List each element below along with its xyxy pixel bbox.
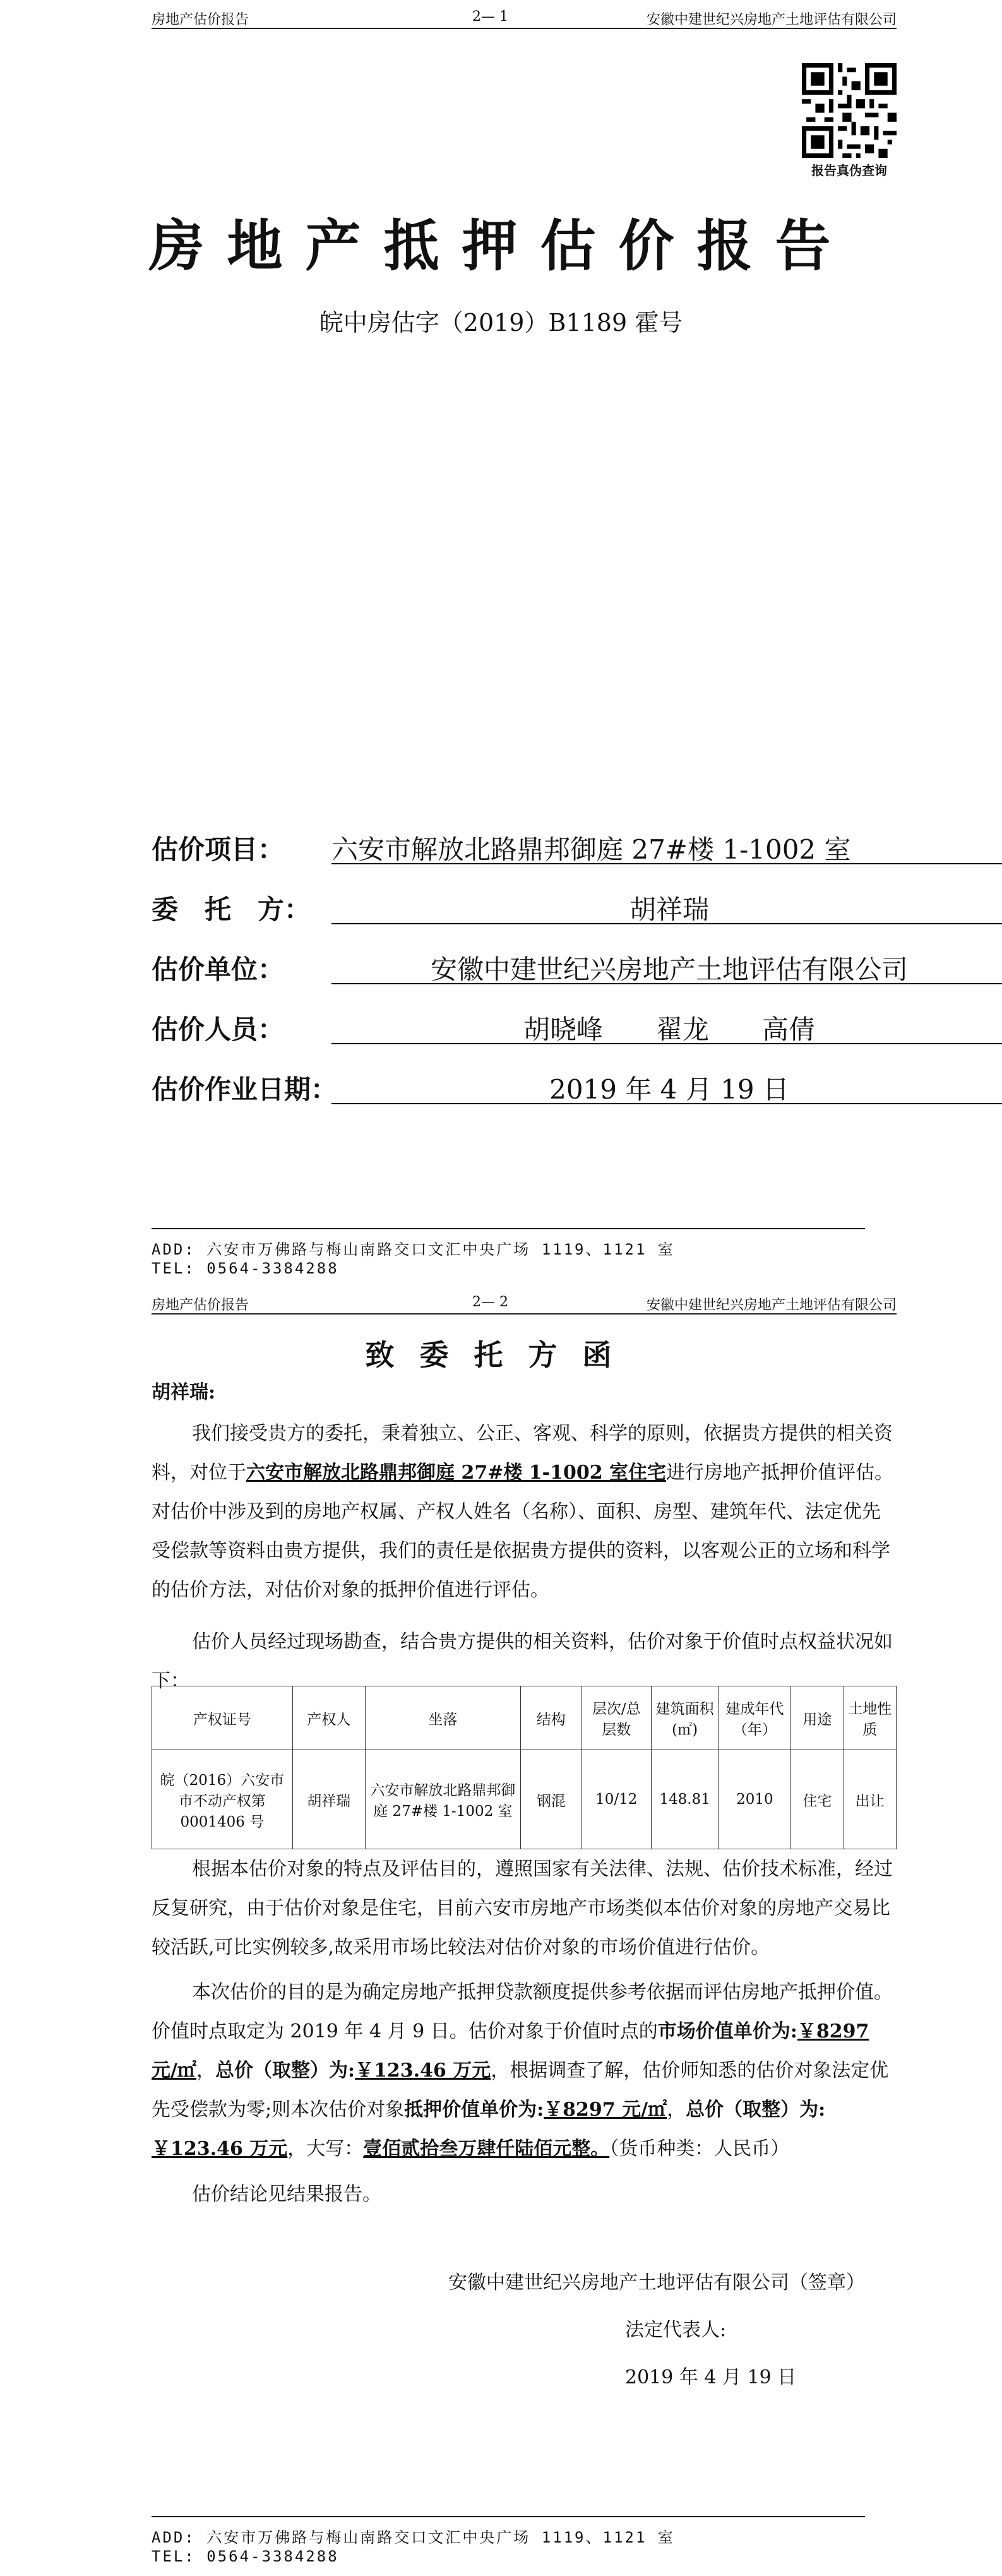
paragraph-5 <box>152 2175 897 2214</box>
footer-divider <box>152 2516 865 2517</box>
header-left: 房地产估价报告 <box>152 12 249 28</box>
amount-in-words: 壹佰贰拾叁万肆仟陆佰元整。 <box>363 2138 610 2160</box>
paragraph-4 <box>152 1973 897 2169</box>
table-header: 产权人 <box>292 1686 365 1750</box>
market-total-price: ￥123.46 万元 <box>355 2060 491 2082</box>
table-cell: 钢混 <box>520 1750 582 1849</box>
table-cell: 皖（2016）六安市市不动产权第0001406 号 <box>152 1750 293 1849</box>
field-value: 胡晓峰 翟龙 高倩 <box>331 1009 1002 1044</box>
header-page-number: 2— 2 <box>472 1294 508 1310</box>
table-row <box>152 1750 897 1849</box>
field-value: 六安市解放北路鼎邦御庭 27#楼 1-1002 室 <box>331 829 1002 864</box>
table-header: 土地性质 <box>844 1686 896 1750</box>
paragraph-1-a: 我们接受贵方的委托，秉着独立、公正、客观、科学的原则，依据贵方提供的相关资料，对位于 <box>152 1422 893 1484</box>
table-cell: 10/12 <box>582 1750 651 1849</box>
paragraph-4-a: 本次估价的目的是为确定房地产抵押贷款额度提供参考依据而评估房地产抵押价值。价值时点取定为 2019 年 4 月 9 日。估价对象于价值时点的 <box>152 1981 893 2042</box>
mortgage-unit-label: 抵押价值单价为: <box>404 2099 544 2121</box>
table-header: 产权证号 <box>152 1686 293 1750</box>
property-table <box>152 1686 897 1849</box>
field-label: 估价人员： <box>152 1014 285 1045</box>
market-total-label: 总价（取整）为: <box>215 2060 355 2082</box>
page-header <box>152 1292 897 1315</box>
paragraph-1-b: 进行房地产抵押价值评估。对估价中涉及到的房地产权属、产权人姓名（名称）、面积、房型、建筑年代、法定优先受偿款等资料由贵方提供，我们的责任是依据贵方提供的资料，以客观公正的立场和科学的估价方法，对估价对象的抵押价值进行评估。 <box>152 1462 894 1601</box>
table-cell: 六安市解放北路鼎邦御庭 27#楼 1-1002 室 <box>365 1750 520 1849</box>
qr-caption: 报告真伪查询 <box>811 163 887 178</box>
report-title: 房地产抵押估价报告 <box>148 213 854 278</box>
paragraph-1 <box>152 1414 897 1610</box>
table-header: 建成年代（年） <box>719 1686 791 1750</box>
mortgage-total-label: 总价（取整）为: <box>686 2099 826 2121</box>
field-value: 安徽中建世纪兴房地产土地评估有限公司 <box>331 949 1002 984</box>
paragraph-4-e: ， <box>667 2099 686 2121</box>
header-right: 安徽中建世纪兴房地产土地评估有限公司 <box>646 1297 897 1313</box>
table-header: 建筑面积(㎡) <box>651 1686 719 1750</box>
field-value: 2019 年 4 月 19 日 <box>331 1069 1002 1104</box>
table-header: 用途 <box>791 1686 844 1750</box>
mortgage-unit-price: ￥8297 元/㎡ <box>544 2099 667 2121</box>
field-label: 估价项目： <box>152 834 285 865</box>
mortgage-total-price: ￥123.46 万元 <box>152 2138 288 2160</box>
table-header: 结构 <box>520 1686 582 1750</box>
table-cell: 148.81 <box>651 1750 719 1849</box>
field-label: 估价单位： <box>152 954 285 985</box>
letter-title: 致委托方函 <box>365 1338 637 1372</box>
paragraph-5-text: 估价结论见结果报告。 <box>192 2183 381 2205</box>
header-right: 安徽中建世纪兴房地产土地评估有限公司 <box>646 12 897 28</box>
page-footer <box>152 2516 897 2570</box>
footer-address: ADD: 六安市万佛路与梅山南路交口文汇中央广场 1119、1121 室 <box>152 1241 675 1258</box>
header-page-number: 2— 1 <box>472 9 508 25</box>
recipient-name: 胡祥瑞: <box>152 1381 216 1404</box>
table-header-row <box>152 1686 897 1750</box>
footer-tel: TEL: 0564-3384288 <box>152 2548 339 2565</box>
paragraph-3 <box>152 1850 897 1967</box>
field-label: 估价作业日期： <box>152 1074 338 1105</box>
table-cell: 胡祥瑞 <box>292 1750 365 1849</box>
footer-address: ADD: 六安市万佛路与梅山南路交口文汇中央广场 1119、1121 室 <box>152 2529 675 2546</box>
table-cell: 出让 <box>844 1750 896 1849</box>
table-cell: 2010 <box>719 1750 791 1849</box>
header-left: 房地产估价报告 <box>152 1297 249 1313</box>
market-unit-price: ￥8297 元/㎡ <box>152 2020 869 2082</box>
field-value: 胡祥瑞 <box>331 889 1002 924</box>
document-number: 皖中房估字（2019）B1189 霍号 <box>319 309 683 337</box>
paragraph-4-f: ，大写： <box>287 2138 364 2160</box>
signature-date: 2019 年 4 月 19 日 <box>625 2366 797 2388</box>
field-label: 委 托 方： <box>152 894 311 925</box>
table-header: 层次/总层数 <box>582 1686 651 1750</box>
table-cell: 住宅 <box>791 1750 844 1849</box>
signature-company: 安徽中建世纪兴房地产土地评估有限公司（签章） <box>448 2272 865 2294</box>
currency-note: （货币种类：人民币） <box>609 2138 790 2160</box>
paragraph-4-c: ， <box>196 2060 215 2082</box>
property-address: 六安市解放北路鼎邦御庭 27#楼 1-1002 室住宅 <box>246 1462 667 1484</box>
paragraph-3-text: 根据本估价对象的特点及评估目的，遵照国家有关法律、法规、估价技术标准，经过反复研究，由于估价对象是住宅，目前六安市房地产市场类似本估价对象的房地产交易比较活跃,可比实例较多,故采用市场比较法对估价对象的市场价值进行估价。 <box>152 1858 893 1959</box>
footer-tel: TEL: 0564-3384288 <box>152 1260 339 1277</box>
paragraph-4-d: ，根据调查了解，估价师知悉的估价对象法定优先受偿款为零;则本次估价对象 <box>152 2060 889 2121</box>
market-unit-label: 市场价值单价为: <box>657 2020 797 2042</box>
table-header: 坐落 <box>365 1686 520 1750</box>
letter-recipient <box>152 1373 897 1412</box>
paragraph-2-text: 估价人员经过现场勘查，结合贵方提供的相关资料，估价对象于价值时点权益状况如下： <box>152 1631 893 1692</box>
signature-representative: 法定代表人: <box>625 2319 727 2341</box>
